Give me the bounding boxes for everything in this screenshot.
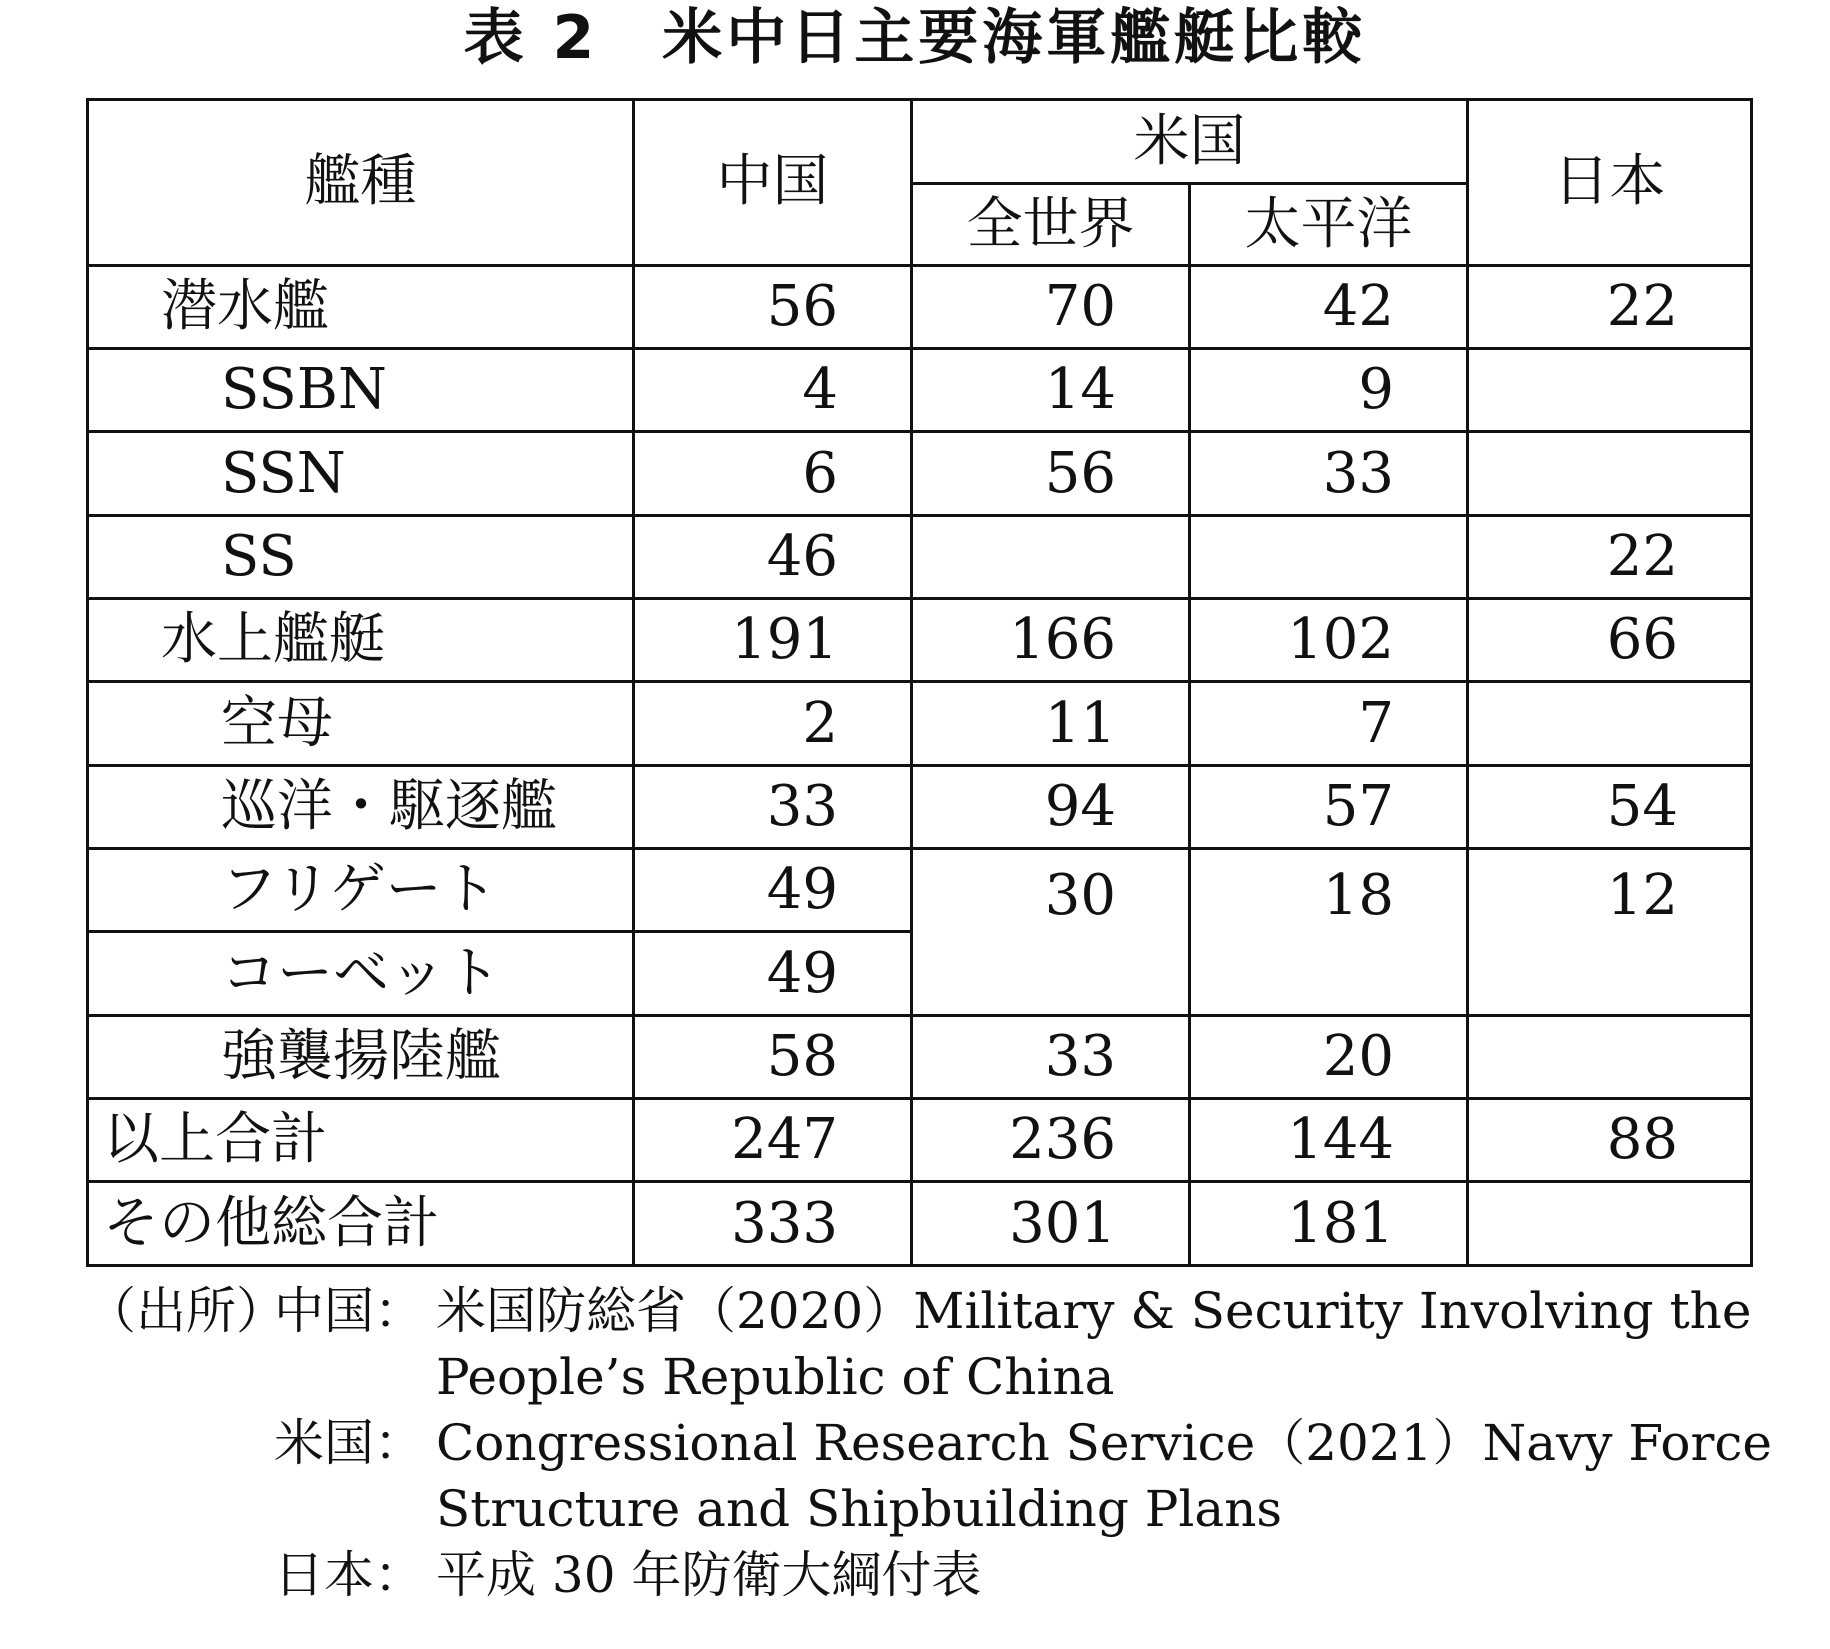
table-row: [88, 515, 1752, 598]
cell-us-pacific: 33: [1190, 432, 1468, 515]
source-china-key: 中国：: [274, 1282, 424, 1340]
table-row: [88, 1099, 1752, 1182]
row-label: 巡洋・駆逐艦: [88, 765, 634, 848]
cell-japan: 22: [1468, 515, 1752, 598]
header-ship-type: 艦種: [88, 100, 634, 266]
cell-china: 46: [634, 515, 912, 598]
cell-us-pacific: 144: [1190, 1099, 1468, 1182]
navy-comparison-table: [86, 98, 1753, 1267]
table-row: [88, 765, 1752, 848]
table-row: [88, 432, 1752, 515]
cell-japan: [1468, 432, 1752, 515]
cell-us-global: 30: [912, 849, 1190, 1016]
cell-japan: [1468, 349, 1752, 432]
row-label: 強襲揚陸艦: [88, 1015, 634, 1098]
header-us-global: 全世界: [912, 184, 1190, 265]
header-japan: 日本: [1468, 100, 1752, 266]
row-label: SS: [88, 515, 634, 598]
source-us-line1: Congressional Research Service（2021）Navy Force: [436, 1414, 1772, 1472]
cell-china: 33: [634, 765, 912, 848]
source-japan-line1: 平成 30 年防衛大綱付表: [436, 1546, 982, 1604]
row-label: 水上艦艇: [88, 599, 634, 682]
cell-china: 49: [634, 932, 912, 1015]
cell-us-pacific: 181: [1190, 1182, 1468, 1266]
source-notes: [86, 1278, 1772, 1608]
source-china-line2: People’s Republic of China: [436, 1348, 1115, 1406]
row-label: 空母: [88, 682, 634, 765]
source-us-key: 米国：: [274, 1414, 424, 1472]
row-label: 以上合計: [88, 1099, 634, 1182]
row-label: コーベット: [88, 932, 634, 1015]
cell-china: 6: [634, 432, 912, 515]
cell-japan: [1468, 682, 1752, 765]
header-us: 米国: [912, 100, 1468, 184]
cell-us-pacific: 42: [1190, 265, 1468, 348]
cell-japan: 66: [1468, 599, 1752, 682]
cell-us-global: 301: [912, 1182, 1190, 1266]
cell-china: 333: [634, 1182, 912, 1266]
table-row: [88, 1015, 1752, 1098]
cell-china: 49: [634, 849, 912, 932]
source-china-line1: 米国防総省（2020）Military & Security Involving the: [436, 1282, 1752, 1340]
cell-china: 2: [634, 682, 912, 765]
table-row: [88, 349, 1752, 432]
cell-us-pacific: 7: [1190, 682, 1468, 765]
table-row: [88, 849, 1752, 932]
cell-china: 191: [634, 599, 912, 682]
cell-japan: [1468, 1182, 1752, 1266]
cell-us-pacific: 20: [1190, 1015, 1468, 1098]
row-label: 潜水艦: [88, 265, 634, 348]
header-us-pacific: 太平洋: [1190, 184, 1468, 265]
cell-japan: 12: [1468, 849, 1752, 1016]
cell-us-pacific: [1190, 515, 1468, 598]
cell-us-pacific: 57: [1190, 765, 1468, 848]
cell-china: 247: [634, 1099, 912, 1182]
cell-japan: 88: [1468, 1099, 1752, 1182]
cell-us-global: 33: [912, 1015, 1190, 1098]
table-row: [88, 682, 1752, 765]
cell-us-pacific: 9: [1190, 349, 1468, 432]
cell-us-global: 236: [912, 1099, 1190, 1182]
cell-us-global: [912, 515, 1190, 598]
row-label: フリゲート: [88, 849, 634, 932]
table-title: 表 2 米中日主要海軍艦艇比較: [463, 3, 1367, 73]
source-us-line2: Structure and Shipbuilding Plans: [436, 1480, 1283, 1538]
cell-china: 58: [634, 1015, 912, 1098]
cell-us-pacific: 18: [1190, 849, 1468, 1016]
cell-japan: [1468, 1015, 1752, 1098]
cell-us-global: 166: [912, 599, 1190, 682]
cell-japan: 22: [1468, 265, 1752, 348]
row-label: SSN: [88, 432, 634, 515]
cell-us-global: 94: [912, 765, 1190, 848]
cell-us-global: 56: [912, 432, 1190, 515]
table-row: [88, 599, 1752, 682]
cell-us-global: 11: [912, 682, 1190, 765]
cell-china: 56: [634, 265, 912, 348]
cell-china: 4: [634, 349, 912, 432]
row-label: SSBN: [88, 349, 634, 432]
cell-us-global: 14: [912, 349, 1190, 432]
cell-us-pacific: 102: [1190, 599, 1468, 682]
cell-japan: 54: [1468, 765, 1752, 848]
row-label: その他総合計: [88, 1182, 634, 1266]
source-japan-key: 日本：: [274, 1546, 424, 1604]
source-prefix: （出所）: [86, 1282, 286, 1340]
cell-us-global: 70: [912, 265, 1190, 348]
header-china: 中国: [634, 100, 912, 266]
table-row: [88, 265, 1752, 348]
table-row: [88, 1182, 1752, 1266]
